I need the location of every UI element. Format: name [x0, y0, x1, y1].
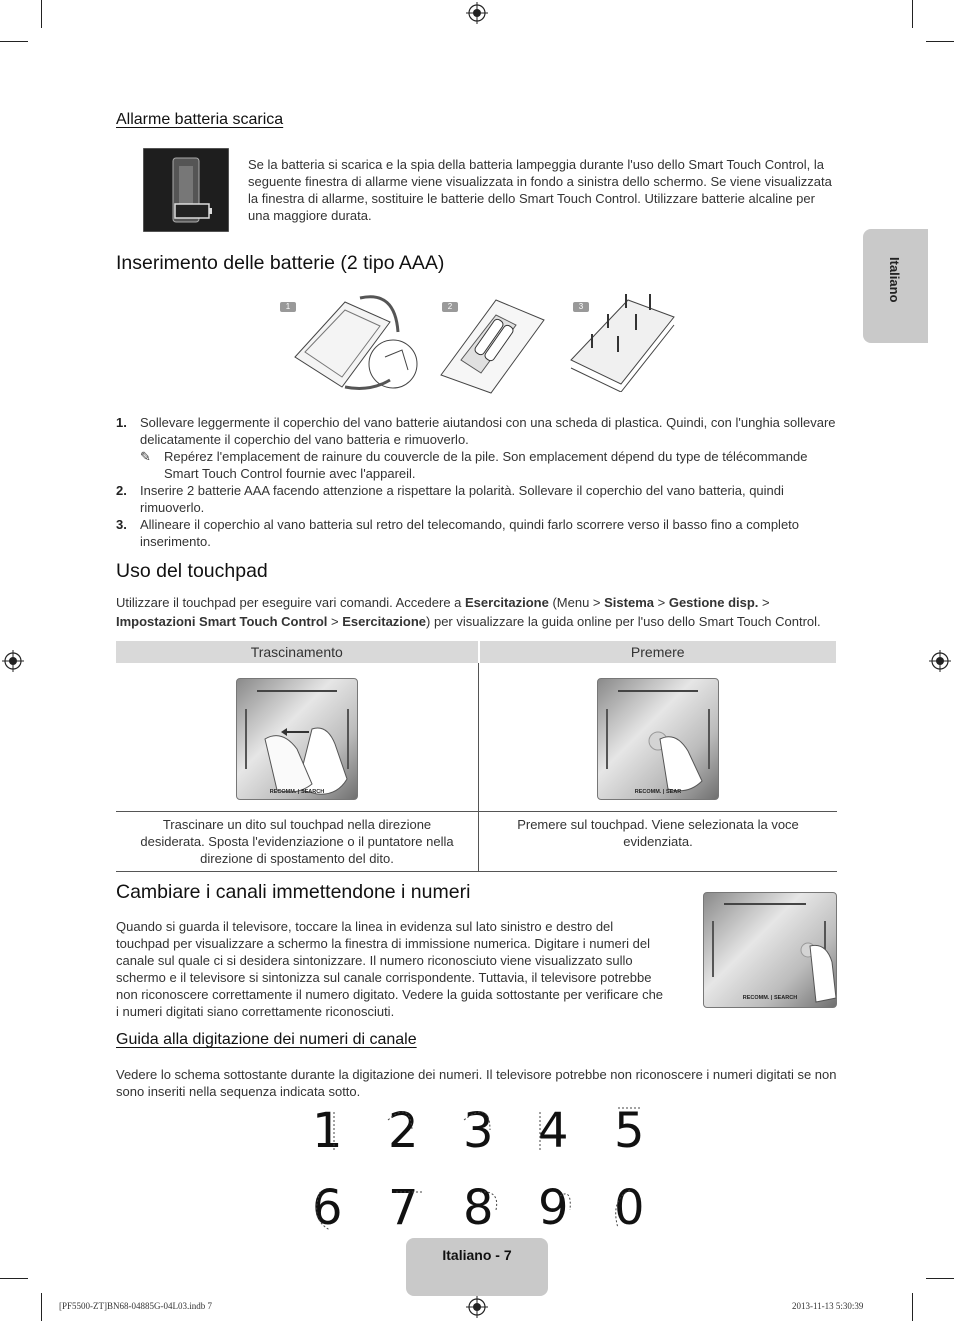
column-header-press: Premere [479, 641, 838, 663]
digit-8: 8 [463, 1180, 494, 1236]
step-3-text: Allineare il coperchio al vano batteria sul retro del telecomando, quindi farlo scorrere verso il basso fino a completo inserimento. [140, 517, 800, 549]
insert-batteries-heading: Inserimento delle batterie (2 tipo AAA) [116, 252, 445, 274]
channels-text: Quando si guarda il televisore, toccare la linea in evidenza sul lato sinistro e destro del touchpad per visualizzare a schermo la finestra di immissione numerica. Digitare i numeri del canale sul quale ci si desidera sintonizzare. Il numero riconosciuto viene visualizzato sullo schermo e il televisore si sintonizza sul canale corrispondente. Tuttavia, il televisore potrebbe non riconoscere correttamente il numero digitato. Vedere la guida sottostante per verificare che i numeri digitati siano correttamente riconosciuti. [116, 919, 664, 1019]
step-1-number: 1. [116, 415, 127, 430]
step-1-text: Sollevare leggermente il coperchio del vano batterie aiutandosi con una scheda di plastica. Quindi, con l'unghia sollevare delicatamente il coperchio del vano batteria e rimuoverlo. [140, 415, 836, 447]
step-1 [116, 414, 840, 448]
touchpad-press-figure [597, 678, 719, 800]
battery-alarm-heading: Allarme batteria scarica [116, 111, 284, 128]
drag-description: Trascinare un dito sul touchpad nella direzione desiderata. Sposta l'evidenziazione o il puntatore nella direzione di spostamento del dito. [116, 812, 479, 872]
page-number-label: Italiano - 7 [442, 1247, 512, 1263]
digit-9: 9 [538, 1180, 569, 1236]
stroke-order-arrows [300, 1100, 660, 1240]
step-2-number: 2. [116, 483, 127, 498]
registration-mark-left [2, 650, 24, 672]
digit-0: 0 [614, 1180, 645, 1236]
battery-steps-list [116, 414, 840, 550]
digit-guide-heading: Guida alla digitazione dei numeri di canale [116, 1031, 417, 1048]
digit-6: 6 [312, 1180, 343, 1236]
step-1-note-text: Repérez l'emplacement de rainure du couvercle de la pile. Son emplacement dépend du type de télécommande Smart Touch Control fournie avec l'appareil. [164, 449, 808, 481]
touchpad-heading: Uso del touchpad [116, 560, 268, 582]
pencil-note-icon: ✎ [140, 449, 151, 464]
cover-align-figure [566, 292, 678, 392]
registration-mark-bottom [466, 1296, 488, 1318]
remote-cover-lift-figure [290, 292, 425, 397]
registration-mark-right [929, 650, 951, 672]
battery-insert-figure [436, 295, 548, 395]
step-3 [116, 516, 840, 550]
step-figure-1-badge: 1 [280, 302, 296, 312]
digit-7: 7 [388, 1180, 419, 1236]
file-info: [PF5500-ZT]BN68-04885G-04L03.indb 7 [59, 1301, 212, 1311]
touchpad-press-label: RECOMM. | SEAR [634, 789, 682, 795]
touchpad-gesture-table [116, 641, 838, 872]
step-figure-2-badge: 2 [442, 302, 458, 312]
language-side-tab [863, 229, 928, 343]
digit-4: 4 [538, 1103, 569, 1159]
touchpad-drag-figure [236, 678, 358, 800]
registration-mark-top [466, 2, 488, 24]
touchpad-drag-label: RECOMM. | SEARCH [269, 789, 325, 795]
step-3-number: 3. [116, 517, 127, 532]
touchpad-channel-figure [703, 892, 837, 1008]
step-1-note [116, 448, 840, 482]
step-2 [116, 482, 840, 516]
touchpad-intro: Utilizzare il touchpad per eseguire vari comandi. Accedere a Esercitazione (Menu > Sistema > Gestione disp. > Impostazioni Smart Touch Control > Esercitazione) per visualizzare la guida online per l'uso dello Smart Touch Control. [116, 595, 821, 629]
digit-1: 1 [312, 1103, 343, 1159]
channels-heading: Cambiare i canali immettendone i numeri [116, 881, 471, 903]
date-info: 2013-11-13 5:30:39 [792, 1301, 864, 1311]
battery-alarm-image [143, 148, 229, 232]
digit-guide-text: Vedere lo schema sottostante durante la digitazione dei numeri. Il televisore potrebbe non riconoscere i numeri digitati se non sono inseriti nella sequenza indicata sotto. [116, 1067, 837, 1099]
digit-2: 2 [388, 1103, 419, 1159]
press-description: Premere sul touchpad. Viene selezionata la voce evidenziata. [479, 812, 838, 872]
digit-3: 3 [463, 1103, 494, 1159]
page-number-tab [406, 1238, 548, 1296]
digit-5: 5 [614, 1103, 645, 1159]
drag-figure-cell [116, 663, 479, 812]
language-side-tab-label: Italiano [887, 257, 902, 303]
column-header-drag: Trascinamento [116, 641, 479, 663]
step-2-text: Inserire 2 batterie AAA facendo attenzione a rispettare la polarità. Sollevare il coperchio del vano batteria, quindi rimuoverlo. [140, 483, 784, 515]
touchpad-channel-label: RECOMM. | SEARCH [742, 995, 798, 1001]
battery-alarm-text: Se la batteria si scarica e la spia della batteria lampeggia durante l'uso dello Smart Touch Control, la seguente finestra di allarme viene visualizzata in fondo a sinistra dello schermo. Se viene visualizzata la finestra di allarme, sostituire le batterie dello Smart Touch Control. Utilizzare batterie alcaline per una maggiore durata. [248, 157, 832, 223]
step-figure-3-badge: 3 [573, 302, 589, 312]
press-figure-cell [479, 663, 838, 812]
